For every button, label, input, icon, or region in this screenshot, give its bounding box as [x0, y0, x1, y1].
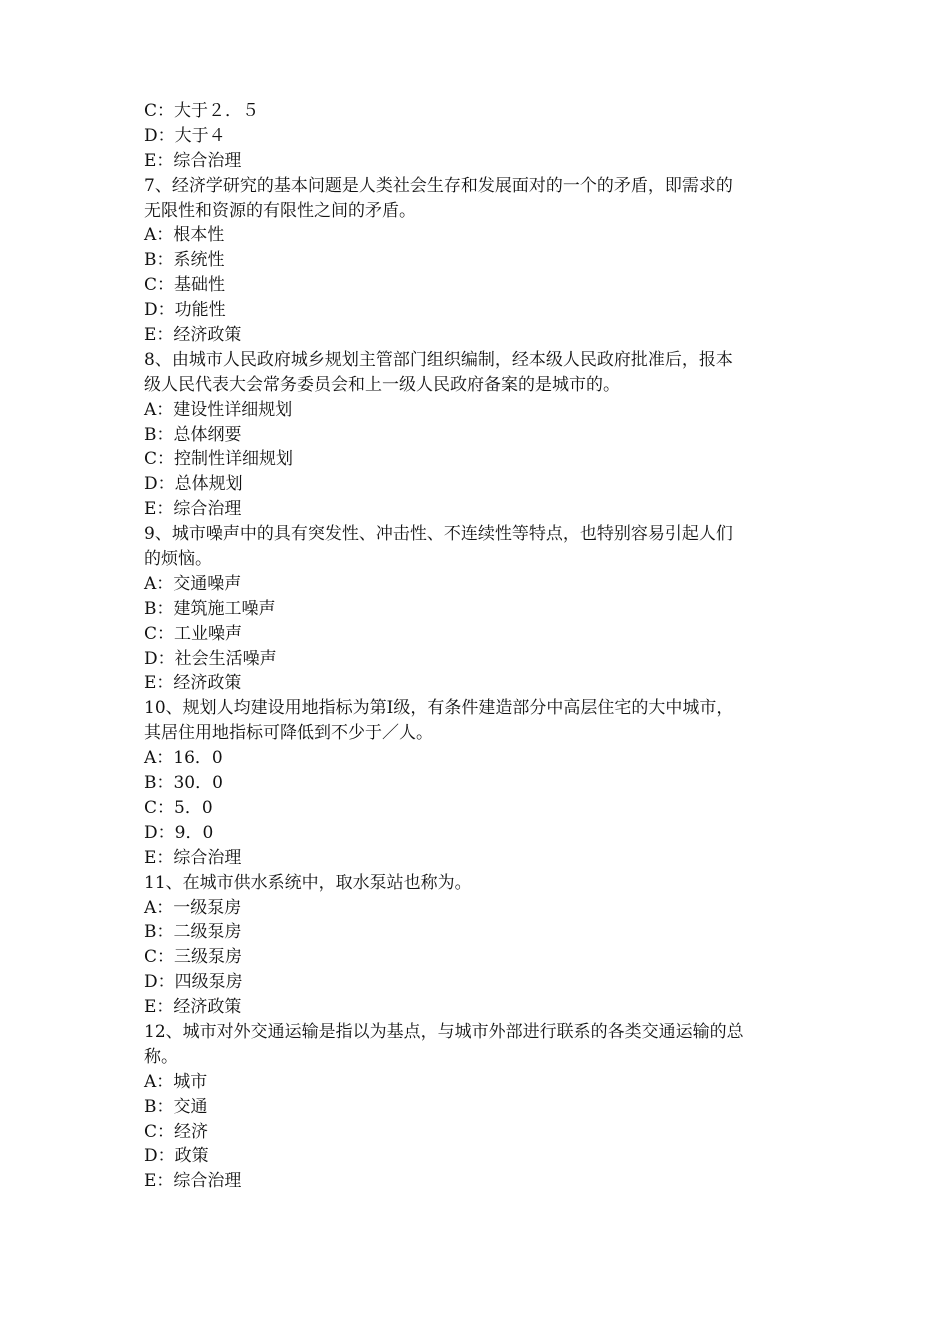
option-c: C：基础性: [144, 275, 226, 296]
question-text-line: 称。: [144, 1046, 178, 1067]
option-a: A：交通噪声: [144, 573, 242, 594]
option-a: A：建设性详细规划: [144, 399, 293, 420]
question-text-line: 无限性和资源的有限性之间的矛盾。: [144, 200, 416, 221]
option-e: E：经济政策: [144, 673, 242, 694]
option-d: D：社会生活噪声: [144, 648, 277, 669]
document-page: [144, 99, 810, 1194]
option-c: C：工业噪声: [144, 623, 243, 644]
question-text-line: 11、在城市供水系统中，取水泵站也称为。: [144, 872, 472, 893]
question-9: [144, 522, 810, 696]
option-a: A：16．0: [144, 748, 223, 769]
option-d: D：功能性: [144, 300, 226, 321]
question-10: [144, 696, 810, 870]
option-d: D：政策: [144, 1146, 209, 1167]
option-e: E：综合治理: [144, 847, 242, 868]
option-b: B：系统性: [144, 250, 225, 271]
question-text-line: 的烦恼。: [144, 549, 212, 570]
question-text-line: 级人民代表大会常务委员会和上一级人民政府备案的是城市的。: [144, 374, 620, 395]
question-11: [144, 871, 810, 1020]
question-text-line: 10、规划人均建设用地指标为第Ⅰ级，有条件建造部分中高层住宅的大中城市，: [144, 698, 734, 719]
option-d: D：9．0: [144, 822, 214, 843]
lead-options: [144, 99, 810, 174]
option-e: E：综合治理: [144, 499, 242, 520]
option-a: A：根本性: [144, 225, 225, 246]
option-b: B：30．0: [144, 773, 223, 794]
option-b: B：交通: [144, 1096, 208, 1117]
question-text-line: 7、经济学研究的基本问题是人类社会生存和发展面对的一个的矛盾，即需求的: [144, 175, 733, 196]
option-e: E：经济政策: [144, 325, 242, 346]
option-e: E：综合治理: [144, 150, 242, 171]
option-e: E：综合治理: [144, 1171, 242, 1192]
option-a: A：城市: [144, 1071, 208, 1092]
option-d: D：总体规划: [144, 474, 243, 495]
option-d: D：四级泵房: [144, 972, 243, 993]
option-b: B：建筑施工噪声: [144, 598, 276, 619]
question-text-line: 8、由城市人民政府城乡规划主管部门组织编制，经本级人民政府批准后，报本: [144, 349, 733, 370]
question-text-line: 9、城市噪声中的具有突发性、冲击性、不连续性等特点，也特别容易引起人们: [144, 524, 733, 545]
option-c: C：大于２．５: [144, 101, 260, 121]
question-text-line: 12、城市对外交通运输是指以为基点，与城市外部进行联系的各类交通运输的总: [144, 1021, 744, 1042]
option-c: C：控制性详细规划: [144, 449, 294, 470]
option-e: E：经济政策: [144, 997, 242, 1018]
option-c: C：三级泵房: [144, 947, 243, 968]
question-7: [144, 174, 810, 348]
option-a: A：一级泵房: [144, 897, 242, 918]
question-text-line: 其居住用地指标可降低到不少于／人。: [144, 723, 433, 744]
question-12: [144, 1020, 810, 1194]
option-c: C：经济: [144, 1121, 209, 1142]
question-8: [144, 348, 810, 522]
option-d: D：大于４: [144, 125, 226, 146]
option-c: C：5．0: [144, 797, 213, 818]
option-b: B：总体纲要: [144, 424, 242, 445]
option-b: B：二级泵房: [144, 922, 242, 943]
